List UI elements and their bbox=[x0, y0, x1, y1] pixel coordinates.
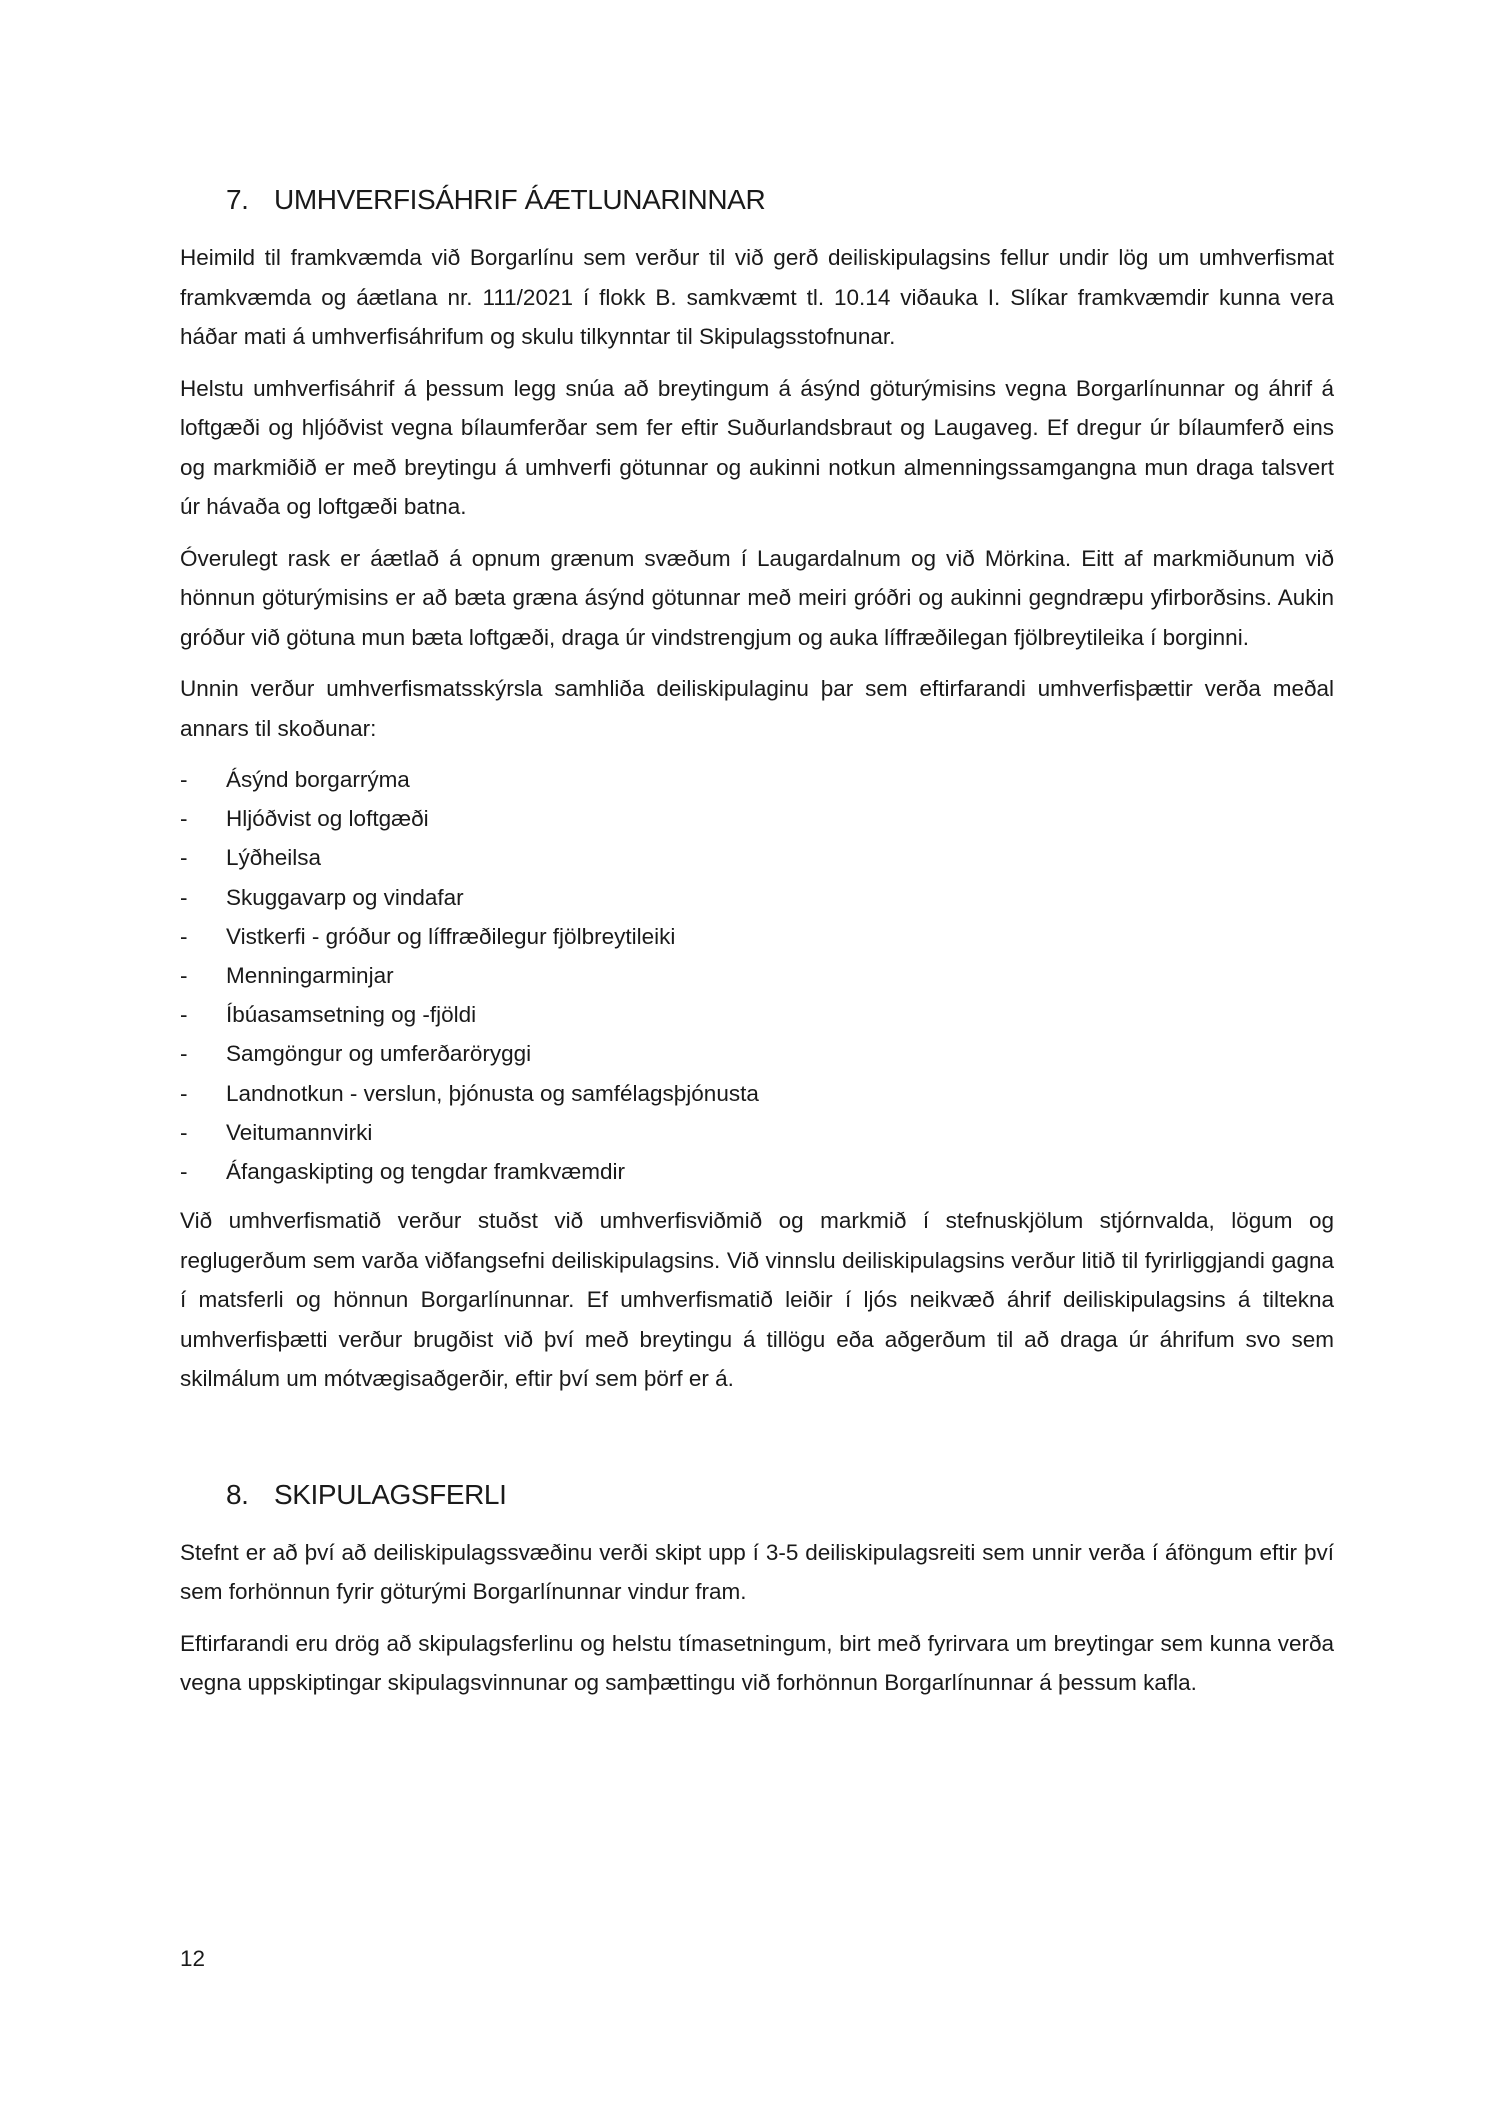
section-title: SKIPULAGSFERLI bbox=[274, 1478, 507, 1510]
paragraph: Stefnt er að því að deiliskipulagssvæðinu verði skipt upp í 3-5 deiliskipulagsreiti sem unnir verða í áföngum eftir því sem forhönnun fyrir göturými Borgarlínunnar vindur fram. bbox=[180, 1539, 1334, 1605]
paragraph: Unnin verður umhverfismatsskýrsla samhliða deiliskipulaginu þar sem eftirfarandi umhverfisþættir verða meðal annars til skoðunar: bbox=[180, 676, 1334, 741]
list-item-text: Lýðheilsa bbox=[226, 845, 322, 871]
list-item-text: Hljóðvist og loftgæði bbox=[226, 806, 429, 832]
section-title: UMHVERFISÁHRIF ÁÆTLUNARINNAR bbox=[274, 184, 766, 215]
page-number: 12 bbox=[180, 1946, 206, 1971]
section-number: 7. bbox=[226, 184, 249, 215]
list-item-text: Veitumannvirki bbox=[226, 1119, 373, 1145]
page-content bbox=[180, 178, 1334, 1715]
paragraph: Heimild til framkvæmda við Borgarlínu sem verður til við gerð deiliskipulagsins fellur undir lög um umhverfismat framkvæmda og áætlana nr. 111/2021 í flokk B. samkvæmt tl. 10.14 viðauka I. Slíkar framkvæmdir kunna vera háðar mati á umhverfisáhrifum og skulu tilkynntar til Skipulagsstofnunar. bbox=[180, 245, 1334, 349]
list-marker: - bbox=[180, 1041, 188, 1067]
list-item bbox=[180, 838, 1334, 877]
list-marker: - bbox=[180, 1002, 188, 1028]
list-marker: - bbox=[180, 1159, 188, 1185]
list-item bbox=[180, 1034, 1334, 1073]
list-marker: - bbox=[180, 767, 188, 792]
section-number: 8. bbox=[226, 1478, 249, 1510]
list-marker: - bbox=[180, 963, 188, 989]
list-marker: - bbox=[180, 1080, 188, 1106]
section-spacer bbox=[180, 1411, 1334, 1473]
list-item bbox=[180, 760, 1334, 799]
section-heading-7 bbox=[226, 178, 1334, 222]
list-marker: - bbox=[180, 1119, 188, 1145]
list-item bbox=[180, 917, 1334, 956]
list-item bbox=[180, 878, 1334, 917]
paragraph: Eftirfarandi eru drög að skipulagsferlinu og helstu tímasetningum, birt með fyrirvara um breytingar sem kunna verða vegna uppskiptingar skipulagsvinnunar og samþættingu við forhönnun Borgarlínunnar á þessum kafla. bbox=[180, 1630, 1334, 1696]
list-item-text: Ásýnd borgarrýma bbox=[226, 767, 410, 792]
list-marker: - bbox=[180, 806, 188, 832]
section-heading-8 bbox=[226, 1473, 1334, 1517]
list-item-text: Menningarminjar bbox=[226, 963, 394, 989]
list-item-text: Áfangaskipting og tengdar framkvæmdir bbox=[226, 1159, 625, 1185]
environmental-factors-list bbox=[180, 760, 1334, 1191]
list-item bbox=[180, 995, 1334, 1034]
list-marker: - bbox=[180, 845, 188, 871]
list-item-text: Íbúasamsetning og -fjöldi bbox=[226, 1002, 477, 1028]
paragraph: Óverulegt rask er áætlað á opnum grænum svæðum í Laugardalnum og við Mörkina. Eitt af markmiðunum við hönnun göturýmisins er að bæta græna ásýnd götunnar með meiri gróðri og aukinni gegndræpu yfirborðsins. Aukin gróður við götuna mun bæta loftgæði, draga úr vindstrengjum og auka líffræðilegan fjölbreytileika í borginni. bbox=[180, 545, 1334, 650]
list-item bbox=[180, 1113, 1334, 1152]
list-item-text: Samgöngur og umferðaröryggi bbox=[226, 1041, 532, 1067]
list-item-text: Landnotkun - verslun, þjónusta og samfélagsþjónusta bbox=[226, 1080, 759, 1106]
list-item bbox=[180, 956, 1334, 995]
list-marker: - bbox=[180, 884, 188, 910]
list-item bbox=[180, 1074, 1334, 1113]
list-item bbox=[180, 1152, 1334, 1191]
list-item-text: Vistkerfi - gróður og líffræðilegur fjölbreytileiki bbox=[226, 923, 676, 949]
paragraph: Við umhverfismatið verður stuðst við umhverfisviðmið og markmið í stefnuskjölum stjórnvalda, lögum og reglugerðum sem varða viðfangsefni deiliskipulagsins. Við vinnslu deiliskipulagsins verður litið til fyrirliggjandi gagna í matsferli og hönnun Borgarlínunnar. Ef umhverfismatið leiðir í ljós neikvæð áhrif deiliskipulagsins á tiltekna umhverfisþætti verður brugðist við því með breytingu á tillögu eða aðgerðum til að draga úr áhrifum svo sem skilmálum um mótvægisaðgerðir, eftir því sem þörf er á. bbox=[180, 1208, 1334, 1392]
paragraph: Helstu umhverfisáhrif á þessum legg snúa að breytingum á ásýnd göturýmisins vegna Borgarlínunnar og áhrif á loftgæði og hljóðvist vegna bílaumferðar sem fer eftir Suðurlandsbraut og Laugaveg. Ef dregur úr bílaumferð eins og markmiðið er með breytingu á umhverfi götunnar og aukinni notkun almenningssamgangna mun draga talsvert úr hávaða og loftgæði batna. bbox=[180, 375, 1334, 519]
list-item bbox=[180, 799, 1334, 838]
list-marker: - bbox=[180, 923, 188, 949]
list-item-text: Skuggavarp og vindafar bbox=[226, 884, 464, 910]
